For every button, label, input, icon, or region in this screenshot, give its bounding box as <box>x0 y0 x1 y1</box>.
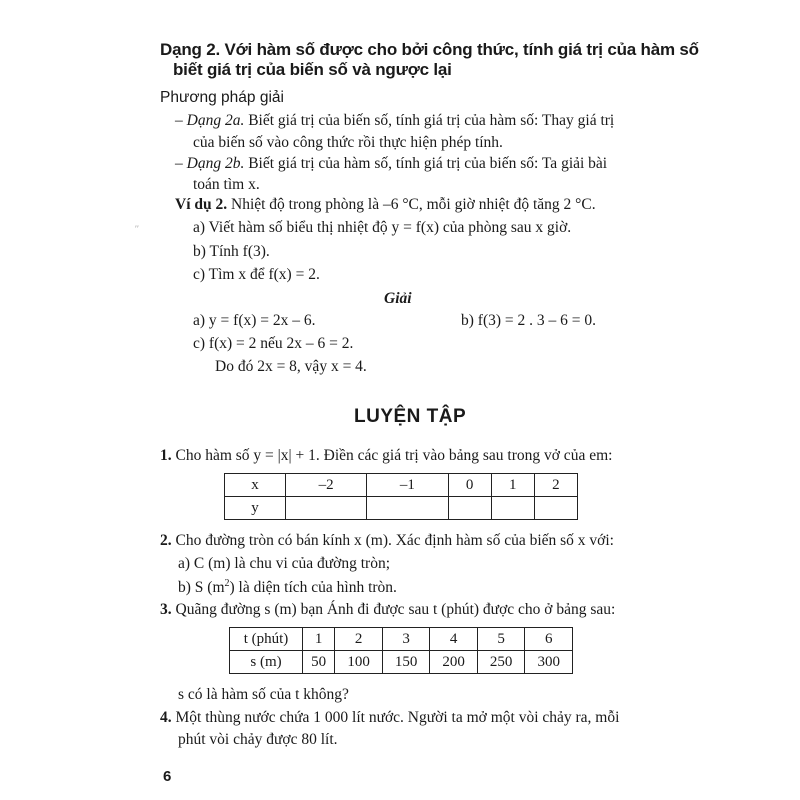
dang2-title-line1: Dạng 2. Với hàm số được cho bởi công thức, tính giá trị của hàm số <box>160 40 699 59</box>
exercise-2-part-b-sup: 2 <box>224 578 230 589</box>
table-cell: 300 <box>525 651 573 674</box>
table-cell <box>448 497 491 520</box>
table-cell: 250 <box>477 651 525 674</box>
table-cell <box>286 497 367 520</box>
table-cell: 5 <box>477 628 525 651</box>
exercise-2-number: 2. <box>160 532 172 549</box>
exercise-1-table <box>224 473 578 520</box>
example-part-b: b) Tính f(3). <box>193 243 270 260</box>
table-cell: x <box>225 474 286 497</box>
page-number: 6 <box>163 768 172 785</box>
table-cell <box>367 497 448 520</box>
table-cell: y <box>225 497 286 520</box>
practice-title: LUYỆN TẬP <box>354 406 467 427</box>
method-item-2b-text: Biết giá trị của hàm số, tính giá trị của biến số: Ta giải bài <box>244 155 608 172</box>
table-cell: –2 <box>286 474 367 497</box>
table-cell: 6 <box>525 628 573 651</box>
exercise-3-number: 3. <box>160 601 172 618</box>
exercise-3-text: Quãng đường s (m) bạn Ánh đi được sau t (phút) được cho ở bảng sau: <box>171 601 616 618</box>
table-cell: 150 <box>382 651 430 674</box>
table-cell: 2 <box>335 628 383 651</box>
table-cell: s (m) <box>230 651 303 674</box>
example-statement <box>175 196 596 214</box>
method-item-2b-cont: toán tìm x. <box>193 176 260 193</box>
solution-b: b) f(3) = 2 . 3 – 6 = 0. <box>461 312 597 329</box>
exercise-3-question: s có là hàm số của t không? <box>178 686 349 703</box>
exercise-2-part-b-prefix: b) S (m <box>178 579 225 597</box>
table-row <box>230 651 573 674</box>
table-row <box>225 474 578 497</box>
table-cell: 4 <box>430 628 478 651</box>
example-text: Nhiệt độ trong phòng là –6 °C, mỗi giờ nhiệt độ tăng 2 °C. <box>227 196 596 213</box>
solution-heading: Giải <box>384 290 412 307</box>
example-label: Ví dụ 2. <box>175 196 228 213</box>
solution-c-line2: Do đó 2x = 8, vậy x = 4. <box>215 358 367 375</box>
table-cell <box>534 497 577 520</box>
exercise-4-number: 4. <box>160 709 172 726</box>
method-heading: Phương pháp giải <box>160 89 284 106</box>
exercise-1-number: 1. <box>160 447 172 464</box>
table-cell: 200 <box>430 651 478 674</box>
exercise-1-text: Cho hàm số y = |x| + 1. Điền các giá trị vào bảng sau trong vở của em: <box>171 447 613 464</box>
example-part-a: a) Viết hàm số biểu thị nhiệt độ y = f(x) của phòng sau x giờ. <box>193 219 572 236</box>
method-item-2a-cont: của biến số vào công thức rồi thực hiện phép tính. <box>193 134 503 151</box>
table-cell: 50 <box>303 651 335 674</box>
table-cell: 100 <box>335 651 383 674</box>
scan-speck-mark: ′′ <box>135 224 139 234</box>
method-item-2a-text: Biết giá trị của biến số, tính giá trị của hàm số: Thay giá trị <box>244 112 615 129</box>
exercise-1 <box>160 447 612 465</box>
method-item-2b-label: Dạng 2b. <box>186 155 245 172</box>
exercise-2-part-b-suffix: ) là diện tích của hình tròn. <box>229 579 397 597</box>
dang2-title-line2: biết giá trị của biến số và ngược lại <box>173 60 452 79</box>
exercise-2-part-a: a) C (m) là chu vi của đường tròn; <box>178 555 391 572</box>
method-item-2a: – Dạng 2a. Biết giá trị của biến số, tính giá trị của hàm số: Thay giá trị <box>175 112 615 129</box>
table-cell: 1 <box>491 474 534 497</box>
table-row <box>230 628 573 651</box>
exercise-2-part-b <box>178 578 397 597</box>
table-cell <box>491 497 534 520</box>
table-cell: 0 <box>448 474 491 497</box>
exercise-3 <box>160 601 615 619</box>
example-part-c: c) Tìm x để f(x) = 2. <box>193 266 320 283</box>
exercise-4 <box>160 709 619 727</box>
table-cell: t (phút) <box>230 628 303 651</box>
table-cell: 3 <box>382 628 430 651</box>
table-row <box>225 497 578 520</box>
table-cell: 2 <box>534 474 577 497</box>
exercise-2 <box>160 532 614 550</box>
method-item-2a-label: Dạng 2a. <box>186 112 245 129</box>
exercise-4-text: Một thùng nước chứa 1 000 lít nước. Người ta mở một vòi chảy ra, mỗi <box>171 709 620 726</box>
solution-a: a) y = f(x) = 2x – 6. <box>193 312 316 329</box>
exercise-4-cont: phút vòi chảy được 80 lít. <box>178 731 338 748</box>
table-cell: –1 <box>367 474 448 497</box>
solution-c-line1: c) f(x) = 2 nếu 2x – 6 = 2. <box>193 335 354 352</box>
exercise-3-table <box>229 627 573 674</box>
exercise-2-text: Cho đường tròn có bán kính x (m). Xác định hàm số của biến số x với: <box>171 532 614 549</box>
method-item-2b: – Dạng 2b. Biết giá trị của hàm số, tính giá trị của biến số: Ta giải bài <box>175 155 608 172</box>
table-cell: 1 <box>303 628 335 651</box>
